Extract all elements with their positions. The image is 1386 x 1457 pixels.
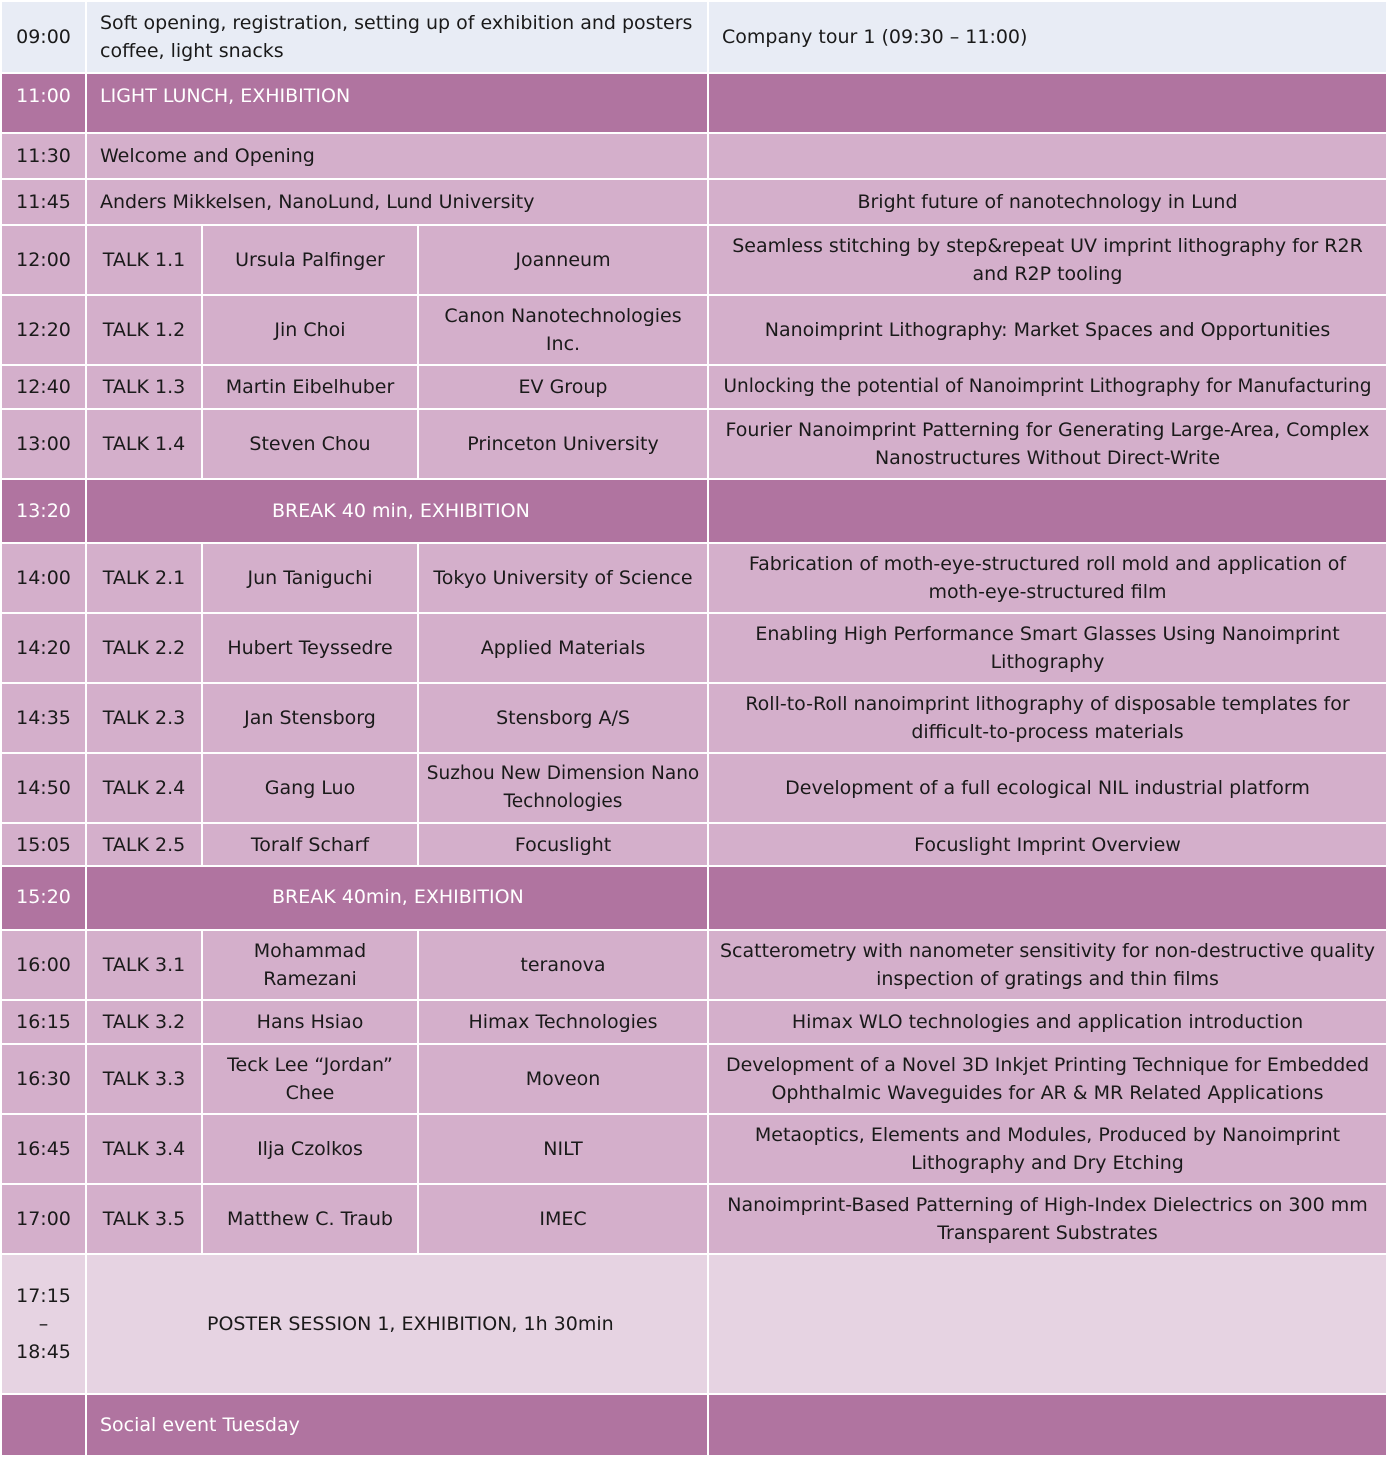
talk-title: Seamless stitching by step&repeat UV imprint lithography for R2R and R2P tooling xyxy=(708,225,1386,295)
talk-title: Development of a Novel 3D Inkjet Printing Technique for Embedded Ophthalmic Waveguides for AR & MR Related Applications xyxy=(708,1044,1386,1114)
schedule-row xyxy=(1,1394,1386,1456)
session-line: coffee, light snacks xyxy=(100,40,284,62)
time-dash: – xyxy=(38,1313,49,1335)
talk-number: TALK 1.4 xyxy=(86,409,202,479)
organization: Applied Materials xyxy=(418,613,708,683)
organization: Tokyo University of Science xyxy=(418,543,708,613)
schedule-row xyxy=(1,866,1386,930)
session-line: Soft opening, registration, setting up of exhibition and posters xyxy=(100,12,693,34)
organization: Suzhou New Dimension Nano Technologies xyxy=(418,753,708,823)
company-tour-cell: Company tour 1 (09:30 – 11:00) xyxy=(708,1,1386,73)
organization: Stensborg A/S xyxy=(418,683,708,753)
speaker-name: Martin Eibelhuber xyxy=(202,365,418,409)
session-label: Welcome and Opening xyxy=(86,133,708,179)
talk-number: TALK 1.3 xyxy=(86,365,202,409)
talk-number: TALK 2.2 xyxy=(86,613,202,683)
break-label: BREAK 40min, EXHIBITION xyxy=(86,866,708,930)
talk-title: Scatterometry with nanometer sensitivity for non-destructive quality inspection of gratings and thin films xyxy=(708,930,1386,1000)
time-cell: 16:00 xyxy=(1,930,86,1000)
schedule-row xyxy=(1,73,1386,133)
talk-title: Enabling High Performance Smart Glasses Using Nanoimprint Lithography xyxy=(708,613,1386,683)
speaker-name: Jin Choi xyxy=(202,295,418,365)
talk-number: TALK 3.2 xyxy=(86,1000,202,1044)
schedule-row xyxy=(1,753,1386,823)
time-cell xyxy=(1,1394,86,1456)
talk-number: TALK 2.3 xyxy=(86,683,202,753)
time-cell: 12:40 xyxy=(1,365,86,409)
talk-title: Focuslight Imprint Overview xyxy=(708,823,1386,866)
time-cell: 15:20 xyxy=(1,866,86,930)
time-cell: 12:00 xyxy=(1,225,86,295)
schedule-row xyxy=(1,543,1386,613)
talk-number: TALK 3.4 xyxy=(86,1114,202,1184)
talk-title: Nanoimprint Lithography: Market Spaces and Opportunities xyxy=(708,295,1386,365)
schedule-row xyxy=(1,613,1386,683)
talk-number: TALK 1.1 xyxy=(86,225,202,295)
speaker-name: Ilja Czolkos xyxy=(202,1114,418,1184)
speaker-name: Gang Luo xyxy=(202,753,418,823)
talk-number: TALK 3.3 xyxy=(86,1044,202,1114)
organization: Princeton University xyxy=(418,409,708,479)
time-cell: 14:00 xyxy=(1,543,86,613)
speaker-name: Mohammad Ramezani xyxy=(202,930,418,1000)
time-cell: 12:20 xyxy=(1,295,86,365)
poster-session-label: POSTER SESSION 1, EXHIBITION, 1h 30min xyxy=(86,1254,708,1394)
organization: teranova xyxy=(418,930,708,1000)
schedule-row xyxy=(1,295,1386,365)
speaker-name: Hans Hsiao xyxy=(202,1000,418,1044)
organization: Moveon xyxy=(418,1044,708,1114)
schedule-row xyxy=(1,479,1386,543)
talk-number: TALK 2.4 xyxy=(86,753,202,823)
schedule-row xyxy=(1,365,1386,409)
empty-cell xyxy=(708,866,1386,930)
talk-title: Metaoptics, Elements and Modules, Produced by Nanoimprint Lithography and Dry Etching xyxy=(708,1114,1386,1184)
talk-number: TALK 3.5 xyxy=(86,1184,202,1254)
talk-number: TALK 2.1 xyxy=(86,543,202,613)
talk-title: Development of a full ecological NIL industrial platform xyxy=(708,753,1386,823)
talk-number: TALK 1.2 xyxy=(86,295,202,365)
speaker-name: Hubert Teyssedre xyxy=(202,613,418,683)
time-cell: 14:50 xyxy=(1,753,86,823)
empty-cell xyxy=(708,1394,1386,1456)
empty-cell xyxy=(708,479,1386,543)
time-cell: 13:20 xyxy=(1,479,86,543)
speaker-name: Matthew C. Traub xyxy=(202,1184,418,1254)
session-label: LIGHT LUNCH, EXHIBITION xyxy=(86,73,708,133)
schedule-row xyxy=(1,1114,1386,1184)
schedule-row xyxy=(1,683,1386,753)
organization: Focuslight xyxy=(418,823,708,866)
empty-cell xyxy=(708,73,1386,133)
time-cell: 17:00 xyxy=(1,1184,86,1254)
time-range-cell xyxy=(1,1254,86,1394)
empty-cell xyxy=(708,1254,1386,1394)
time-cell: 09:00 xyxy=(1,1,86,73)
schedule-row xyxy=(1,1184,1386,1254)
time-cell: 11:00 xyxy=(1,73,86,133)
session-description xyxy=(86,1,708,73)
schedule-row xyxy=(1,133,1386,179)
time-cell: 11:30 xyxy=(1,133,86,179)
break-label: BREAK 40 min, EXHIBITION xyxy=(86,479,708,543)
talk-title: Himax WLO technologies and application introduction xyxy=(708,1000,1386,1044)
keynote-speaker: Anders Mikkelsen, NanoLund, Lund University xyxy=(86,179,708,225)
organization: IMEC xyxy=(418,1184,708,1254)
organization: EV Group xyxy=(418,365,708,409)
talk-number: TALK 2.5 xyxy=(86,823,202,866)
time-cell: 16:30 xyxy=(1,1044,86,1114)
schedule-row xyxy=(1,930,1386,1000)
speaker-name: Jan Stensborg xyxy=(202,683,418,753)
schedule-row xyxy=(1,179,1386,225)
time-cell: 16:45 xyxy=(1,1114,86,1184)
speaker-name: Teck Lee “Jordan” Chee xyxy=(202,1044,418,1114)
schedule-row xyxy=(1,1,1386,73)
schedule-row xyxy=(1,409,1386,479)
talk-title: Unlocking the potential of Nanoimprint Lithography for Manufacturing xyxy=(708,365,1386,409)
talk-number: TALK 3.1 xyxy=(86,930,202,1000)
time-cell: 16:15 xyxy=(1,1000,86,1044)
speaker-name: Toralf Scharf xyxy=(202,823,418,866)
talk-title: Nanoimprint-Based Patterning of High-Index Dielectrics on 300 mm Transparent Substrates xyxy=(708,1184,1386,1254)
organization: Joanneum xyxy=(418,225,708,295)
schedule-row xyxy=(1,1000,1386,1044)
talk-title: Fourier Nanoimprint Patterning for Generating Large-Area, Complex Nanostructures Without Direct-Write xyxy=(708,409,1386,479)
empty-cell xyxy=(708,133,1386,179)
talk-title: Bright future of nanotechnology in Lund xyxy=(708,179,1386,225)
speaker-name: Jun Taniguchi xyxy=(202,543,418,613)
talk-title: Roll-to-Roll nanoimprint lithography of disposable templates for difficult-to-process materials xyxy=(708,683,1386,753)
time-cell: 11:45 xyxy=(1,179,86,225)
time-cell: 14:20 xyxy=(1,613,86,683)
time-cell: 15:05 xyxy=(1,823,86,866)
organization: Himax Technologies xyxy=(418,1000,708,1044)
organization: Canon Nanotechnologies Inc. xyxy=(418,295,708,365)
time-end: 18:45 xyxy=(16,1341,71,1363)
time-start: 17:15 xyxy=(16,1285,71,1307)
talk-title: Fabrication of moth-eye-structured roll mold and application of moth-eye-structured film xyxy=(708,543,1386,613)
social-event-label: Social event Tuesday xyxy=(86,1394,708,1456)
schedule-row xyxy=(1,823,1386,866)
speaker-name: Steven Chou xyxy=(202,409,418,479)
speaker-name: Ursula Palfinger xyxy=(202,225,418,295)
organization: NILT xyxy=(418,1114,708,1184)
schedule-row xyxy=(1,1254,1386,1394)
time-cell: 14:35 xyxy=(1,683,86,753)
schedule-row xyxy=(1,1044,1386,1114)
schedule-row xyxy=(1,225,1386,295)
time-cell: 13:00 xyxy=(1,409,86,479)
